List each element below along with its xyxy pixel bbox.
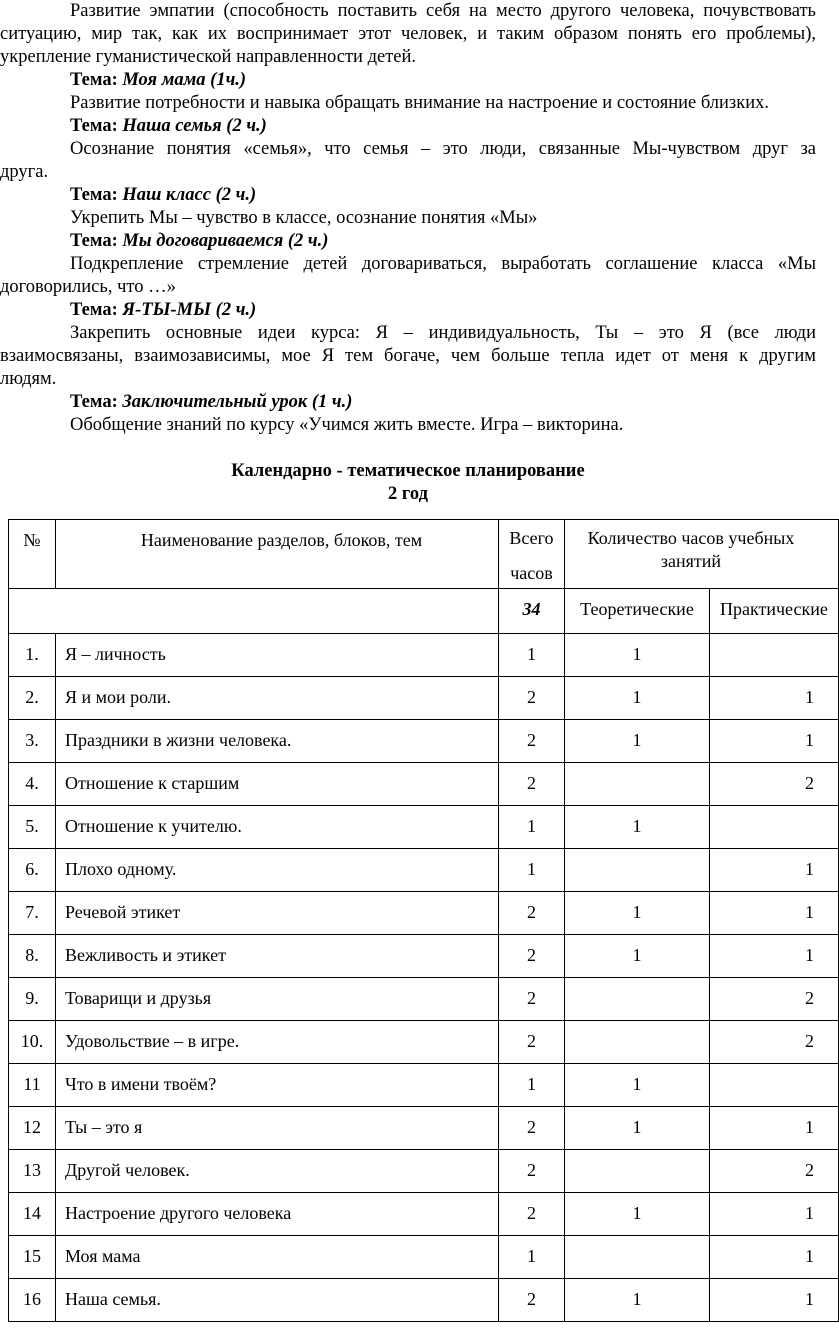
row-theory: 1 <box>565 1279 710 1322</box>
row-theory <box>565 763 710 806</box>
total-hours: 34 <box>499 589 565 634</box>
row-name: Удовольствие – в игре. <box>56 1021 499 1064</box>
row-theory: 1 <box>565 935 710 978</box>
topic-label: Тема: <box>70 392 118 412</box>
row-practice <box>710 806 839 849</box>
topic-desc-text: Обобщение знаний по курсу «Учимся жить вместе. Игра – викторина. <box>70 415 624 435</box>
header-num: № <box>9 520 56 589</box>
topic-label: Тема: <box>70 116 118 136</box>
row-practice: 1 <box>710 849 839 892</box>
row-practice: 1 <box>710 1193 839 1236</box>
row-practice: 2 <box>710 1021 839 1064</box>
topic-desc-text: Закрепить основные идеи курса: Я – индивидуальность, Ты – это Я (все люди <box>70 323 816 343</box>
row-name: Речевой этикет <box>56 892 499 935</box>
table-row <box>9 1150 839 1193</box>
topic-desc-text: людям. <box>0 369 57 389</box>
row-total: 2 <box>499 1193 565 1236</box>
row-theory: 1 <box>565 1107 710 1150</box>
row-total: 2 <box>499 1107 565 1150</box>
row-practice: 1 <box>710 935 839 978</box>
topic-desc-text: Осознание понятия «семья», что семья – это люди, связанные Мы-чувством друг за <box>70 139 816 159</box>
topic-title: Наш класс (2 ч.) <box>122 185 257 205</box>
row-name: Плохо одному. <box>56 849 499 892</box>
topic-desc-5c <box>0 368 56 391</box>
table-row <box>9 1064 839 1107</box>
row-num: 6. <box>9 849 56 892</box>
row-name: Настроение другого человека <box>56 1193 499 1236</box>
topic-label: Тема: <box>70 185 118 205</box>
topic-heading-3 <box>70 184 256 207</box>
topic-desc-text: договорились, что …» <box>0 277 176 297</box>
header-qty: Количество часов учебных занятий <box>565 520 839 589</box>
row-total: 1 <box>499 806 565 849</box>
table-row <box>9 806 839 849</box>
header-name: Наименование разделов, блоков, тем <box>56 520 499 589</box>
row-theory: 1 <box>565 634 710 677</box>
subheader-empty <box>9 589 499 634</box>
header-total: Всего часов <box>499 520 565 589</box>
row-name: Вежливость и этикет <box>56 935 499 978</box>
row-practice <box>710 1064 839 1107</box>
topic-desc-2b <box>0 161 48 184</box>
row-total: 2 <box>499 1150 565 1193</box>
topic-desc-4a <box>70 253 816 276</box>
table-row <box>9 978 839 1021</box>
topic-label: Тема: <box>70 70 118 90</box>
row-name: Моя мама <box>56 1236 499 1279</box>
row-theory: 1 <box>565 720 710 763</box>
table-row <box>9 677 839 720</box>
topic-desc-text: друга. <box>0 162 49 182</box>
table-row <box>9 1021 839 1064</box>
row-num: 7. <box>9 892 56 935</box>
table-row <box>9 1107 839 1150</box>
row-theory: 1 <box>565 677 710 720</box>
row-name: Праздники в жизни человека. <box>56 720 499 763</box>
row-total: 2 <box>499 892 565 935</box>
table-subheader-row <box>9 589 839 634</box>
section-title: Календарно - тематическое планирование <box>231 461 585 481</box>
row-name: Товарищи и друзья <box>56 978 499 1021</box>
header-theory: Теоретические <box>565 589 710 634</box>
table-row <box>9 763 839 806</box>
table-row <box>9 1236 839 1279</box>
row-total: 2 <box>499 1279 565 1322</box>
row-practice: 2 <box>710 978 839 1021</box>
row-name: Ты – это я <box>56 1107 499 1150</box>
table-header-row <box>9 520 839 589</box>
row-theory: 1 <box>565 892 710 935</box>
row-num: 9. <box>9 978 56 1021</box>
intro-text-3: укрепление гуманистической направленности детей. <box>0 47 417 67</box>
row-num: 1. <box>9 634 56 677</box>
topic-desc-5a <box>70 322 816 345</box>
table-row <box>9 892 839 935</box>
planning-table <box>8 519 839 1322</box>
topic-heading-2 <box>70 115 267 138</box>
row-total: 2 <box>499 720 565 763</box>
row-total: 2 <box>499 978 565 1021</box>
row-theory <box>565 849 710 892</box>
row-total: 2 <box>499 763 565 806</box>
topic-title: Заключительный урок (1 ч.) <box>122 392 353 412</box>
intro-line-2 <box>0 23 816 46</box>
row-total: 1 <box>499 1236 565 1279</box>
row-name: Наша семья. <box>56 1279 499 1322</box>
topic-desc-2a <box>70 138 816 161</box>
topic-title: Наша семья (2 ч.) <box>122 116 267 136</box>
intro-line-1 <box>70 0 816 23</box>
table-row <box>9 849 839 892</box>
row-num: 3. <box>9 720 56 763</box>
intro-text-1: Развитие эмпатии (способность поставить себя на место другого человека, почувствовать <box>70 1 816 21</box>
topic-desc-5b <box>0 345 816 368</box>
topic-label: Тема: <box>70 231 118 251</box>
topic-desc-text: Подкрепление стремление детей договариваться, выработать соглашение класса «Мы <box>70 254 816 274</box>
row-num: 14 <box>9 1193 56 1236</box>
row-theory <box>565 1021 710 1064</box>
row-num: 16 <box>9 1279 56 1322</box>
row-theory: 1 <box>565 1193 710 1236</box>
topic-desc-3 <box>70 207 537 230</box>
row-name: Что в имени твоём? <box>56 1064 499 1107</box>
row-practice: 1 <box>710 892 839 935</box>
header-practice: Практические <box>710 589 839 634</box>
table-row <box>9 720 839 763</box>
row-theory: 1 <box>565 1064 710 1107</box>
row-theory <box>565 1150 710 1193</box>
row-practice: 1 <box>710 1279 839 1322</box>
row-practice: 2 <box>710 1150 839 1193</box>
row-theory: 1 <box>565 806 710 849</box>
topic-title: Моя мама (1ч.) <box>122 70 247 90</box>
topic-heading-1 <box>70 69 246 92</box>
topic-desc-4b <box>0 276 176 299</box>
table-row <box>9 634 839 677</box>
table-row <box>9 935 839 978</box>
row-theory <box>565 978 710 1021</box>
row-name: Другой человек. <box>56 1150 499 1193</box>
topic-desc-1 <box>70 92 769 115</box>
row-total: 2 <box>499 1021 565 1064</box>
row-practice: 1 <box>710 1236 839 1279</box>
row-theory <box>565 1236 710 1279</box>
topic-desc-text: Укрепить Мы – чувство в классе, осознание понятия «Мы» <box>70 208 538 228</box>
topic-title: Я-ТЫ-МЫ (2 ч.) <box>122 300 257 320</box>
row-total: 1 <box>499 1064 565 1107</box>
row-total: 2 <box>499 677 565 720</box>
row-practice: 1 <box>710 1107 839 1150</box>
topic-heading-6 <box>70 391 352 414</box>
topic-label: Тема: <box>70 300 118 320</box>
row-num: 13 <box>9 1150 56 1193</box>
row-name: Я – личность <box>56 634 499 677</box>
row-num: 10. <box>9 1021 56 1064</box>
row-num: 15 <box>9 1236 56 1279</box>
intro-text-2: ситуацию, мир так, как их воспринимает этот человек, и таким образом понять его проблемы), <box>0 24 816 44</box>
topic-heading-5 <box>70 299 256 322</box>
row-num: 12 <box>9 1107 56 1150</box>
row-num: 11 <box>9 1064 56 1107</box>
intro-line-3 <box>0 46 416 69</box>
row-practice: 1 <box>710 720 839 763</box>
row-name: Отношение к учителю. <box>56 806 499 849</box>
topic-title: Мы договариваемся (2 ч.) <box>122 231 329 251</box>
row-num: 4. <box>9 763 56 806</box>
row-name: Отношение к старшим <box>56 763 499 806</box>
table-row <box>9 1193 839 1236</box>
row-practice: 2 <box>710 763 839 806</box>
table-row <box>9 1279 839 1322</box>
row-num: 5. <box>9 806 56 849</box>
row-practice <box>710 634 839 677</box>
section-subtitle: 2 год <box>388 484 428 504</box>
topic-heading-4 <box>70 230 328 253</box>
table-body <box>9 634 839 1322</box>
row-practice: 1 <box>710 677 839 720</box>
row-total: 1 <box>499 849 565 892</box>
row-total: 1 <box>499 634 565 677</box>
row-num: 2. <box>9 677 56 720</box>
topic-desc-text: взаимосвязаны, взаимозависимы, мое Я тем богаче, чем больше тепла идет от меня к другим <box>0 346 816 366</box>
row-total: 2 <box>499 935 565 978</box>
topic-desc-6 <box>70 414 623 437</box>
row-num: 8. <box>9 935 56 978</box>
topic-desc-text: Развитие потребности и навыка обращать внимание на настроение и состояние близких. <box>70 93 769 113</box>
row-name: Я и мои роли. <box>56 677 499 720</box>
